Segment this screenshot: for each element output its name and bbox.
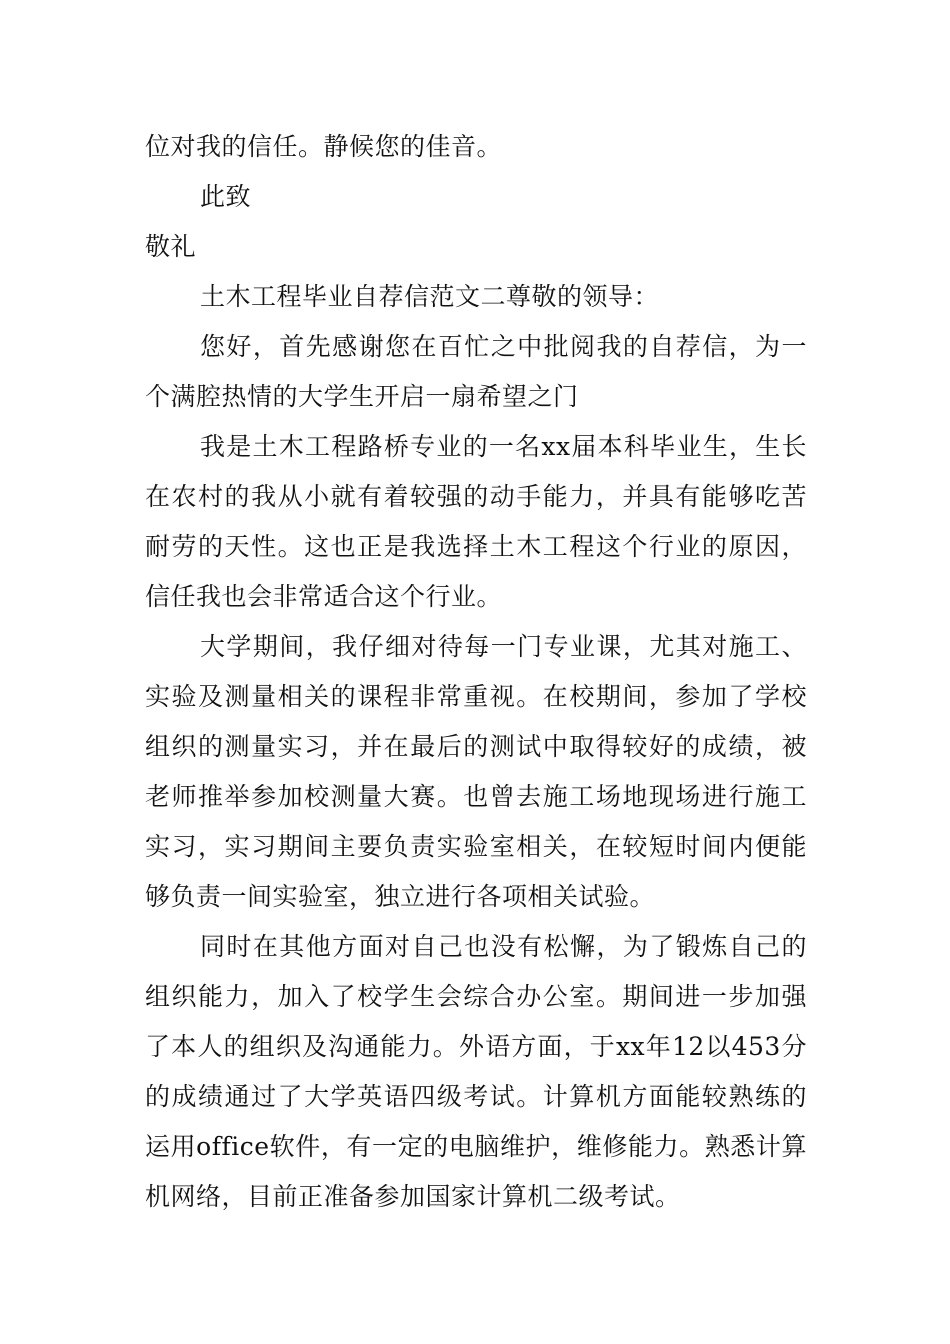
paragraph-salutation-cizhi: 此致	[200, 182, 252, 211]
letter-body	[145, 122, 807, 1222]
paragraph-introduction: 我是土木工程路桥专业的一名xx届本科毕业生，生长在农村的我从小就有着较强的动手能力，并具有能够吃苦耐劳的天性。这也正是我选择土木工程这个行业的原因，信任我也会非常适合这个行业。	[145, 432, 807, 611]
paragraph-university: 大学期间，我仔细对待每一门专业课，尤其对施工、实验及测量相关的课程非常重视。在校期间，参加了学校组织的测量实习，并在最后的测试中取得较好的成绩，被老师推举参加校测量大赛。也曾去施工场地现场进行施工实习，实习期间主要负责实验室相关，在较短时间内便能够负责一间实验室，独立进行各项相关试验。	[145, 632, 807, 911]
paragraph-letter-title: 土木工程毕业自荐信范文二尊敬的领导：	[200, 282, 660, 311]
paragraph-salutation-jingli: 敬礼	[145, 232, 197, 261]
paragraph-closing-line: 位对我的信任。静候您的佳音。	[145, 132, 503, 161]
paragraph-greeting: 您好，首先感谢您在百忙之中批阅我的自荐信，为一个满腔热情的大学生开启一扇希望之门	[145, 332, 807, 411]
paragraph-other-skills: 同时在其他方面对自己也没有松懈，为了锻炼自己的组织能力，加入了校学生会综合办公室。期间进一步加强了本人的组织及沟通能力。外语方面，于xx年12以453分的成绩通过了大学英语四级考试。计算机方面能较熟练的运用office软件，有一定的电脑维护，维修能力。熟悉计算机网络，目前正准备参加国家计算机二级考试。	[145, 932, 807, 1211]
